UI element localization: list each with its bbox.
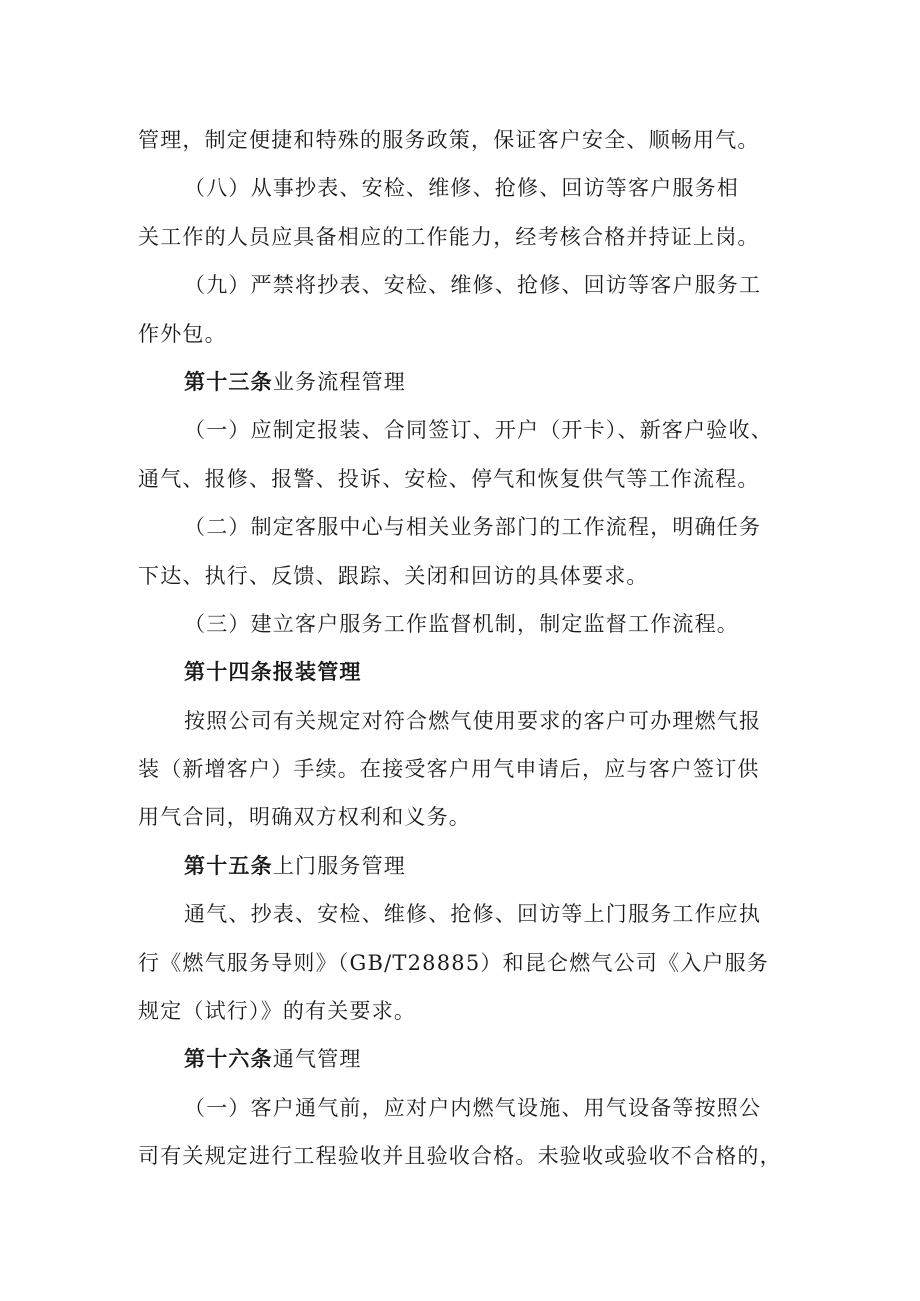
paragraph-line: 司有关规定进行工程验收并且验收合格。未验收或验收不合格的， — [138, 1144, 782, 1169]
article-heading — [138, 1035, 798, 1083]
paragraph-line: （二）制定客服中心与相关业务部门的工作流程，明确任务 — [184, 515, 762, 540]
paragraph-line: 下达、执行、反馈、跟踪、关闭和回访的具体要求。 — [138, 563, 649, 588]
document-page — [138, 116, 798, 1181]
paragraph-line: （一）客户通气前，应对户内燃气设施、用气设备等按照公 — [184, 1095, 762, 1120]
article-number: 第十五条 — [184, 852, 273, 878]
paragraph-line: （八）从事抄表、安检、维修、抢修、回访等客户服务相 — [184, 176, 739, 201]
paragraph-line: 管理，制定便捷和特殊的服务政策，保证客户安全、顺畅用气。 — [138, 128, 760, 152]
article-heading — [138, 358, 798, 406]
paragraph-line: 通气、报修、报警、投诉、安检、停气和恢复供气等工作流程。 — [138, 466, 760, 491]
paragraph-line: 行《燃气服务导则》（GB/T28885）和昆仑燃气公司《入户服务 — [138, 950, 769, 975]
article-heading — [138, 842, 798, 890]
article-heading — [138, 648, 798, 696]
article-title: 上门服务管理 — [272, 853, 407, 878]
article-title: 通气管理 — [272, 1047, 362, 1072]
paragraph-line: （三）建立客户服务工作监督机制，制定监督工作流程。 — [184, 611, 739, 636]
paragraph-line: （一）应制定报装、合同签订、开户（开卡）、新客户验收、 — [184, 418, 773, 443]
paragraph-line: 关工作的人员应具备相应的工作能力，经考核合格并持证上岗。 — [138, 224, 760, 249]
article-title: 业务流程管理 — [272, 369, 407, 394]
paragraph-line: 通气、抄表、安检、维修、抢修、回访等上门服务工作应执 — [184, 902, 762, 927]
paragraph-line: 按照公司有关规定对符合燃气使用要求的客户可办理燃气报 — [184, 708, 762, 733]
paragraph-line: 规定（试行）》的有关要求。 — [138, 999, 417, 1024]
paragraph-line: 用气合同，明确双方权利和义务。 — [138, 805, 471, 830]
article-number: 第十四条报装管理 — [184, 659, 362, 685]
paragraph-line: 装（新增客户）手续。在接受客户用气申请后，应与客户签订供 — [138, 757, 760, 782]
paragraph-line: 作外包。 — [138, 321, 227, 346]
paragraph-line: （九）严禁将抄表、安检、维修、抢修、回访等客户服务工 — [184, 273, 762, 298]
article-number: 第十六条 — [184, 1046, 273, 1072]
article-number: 第十三条 — [184, 368, 273, 394]
